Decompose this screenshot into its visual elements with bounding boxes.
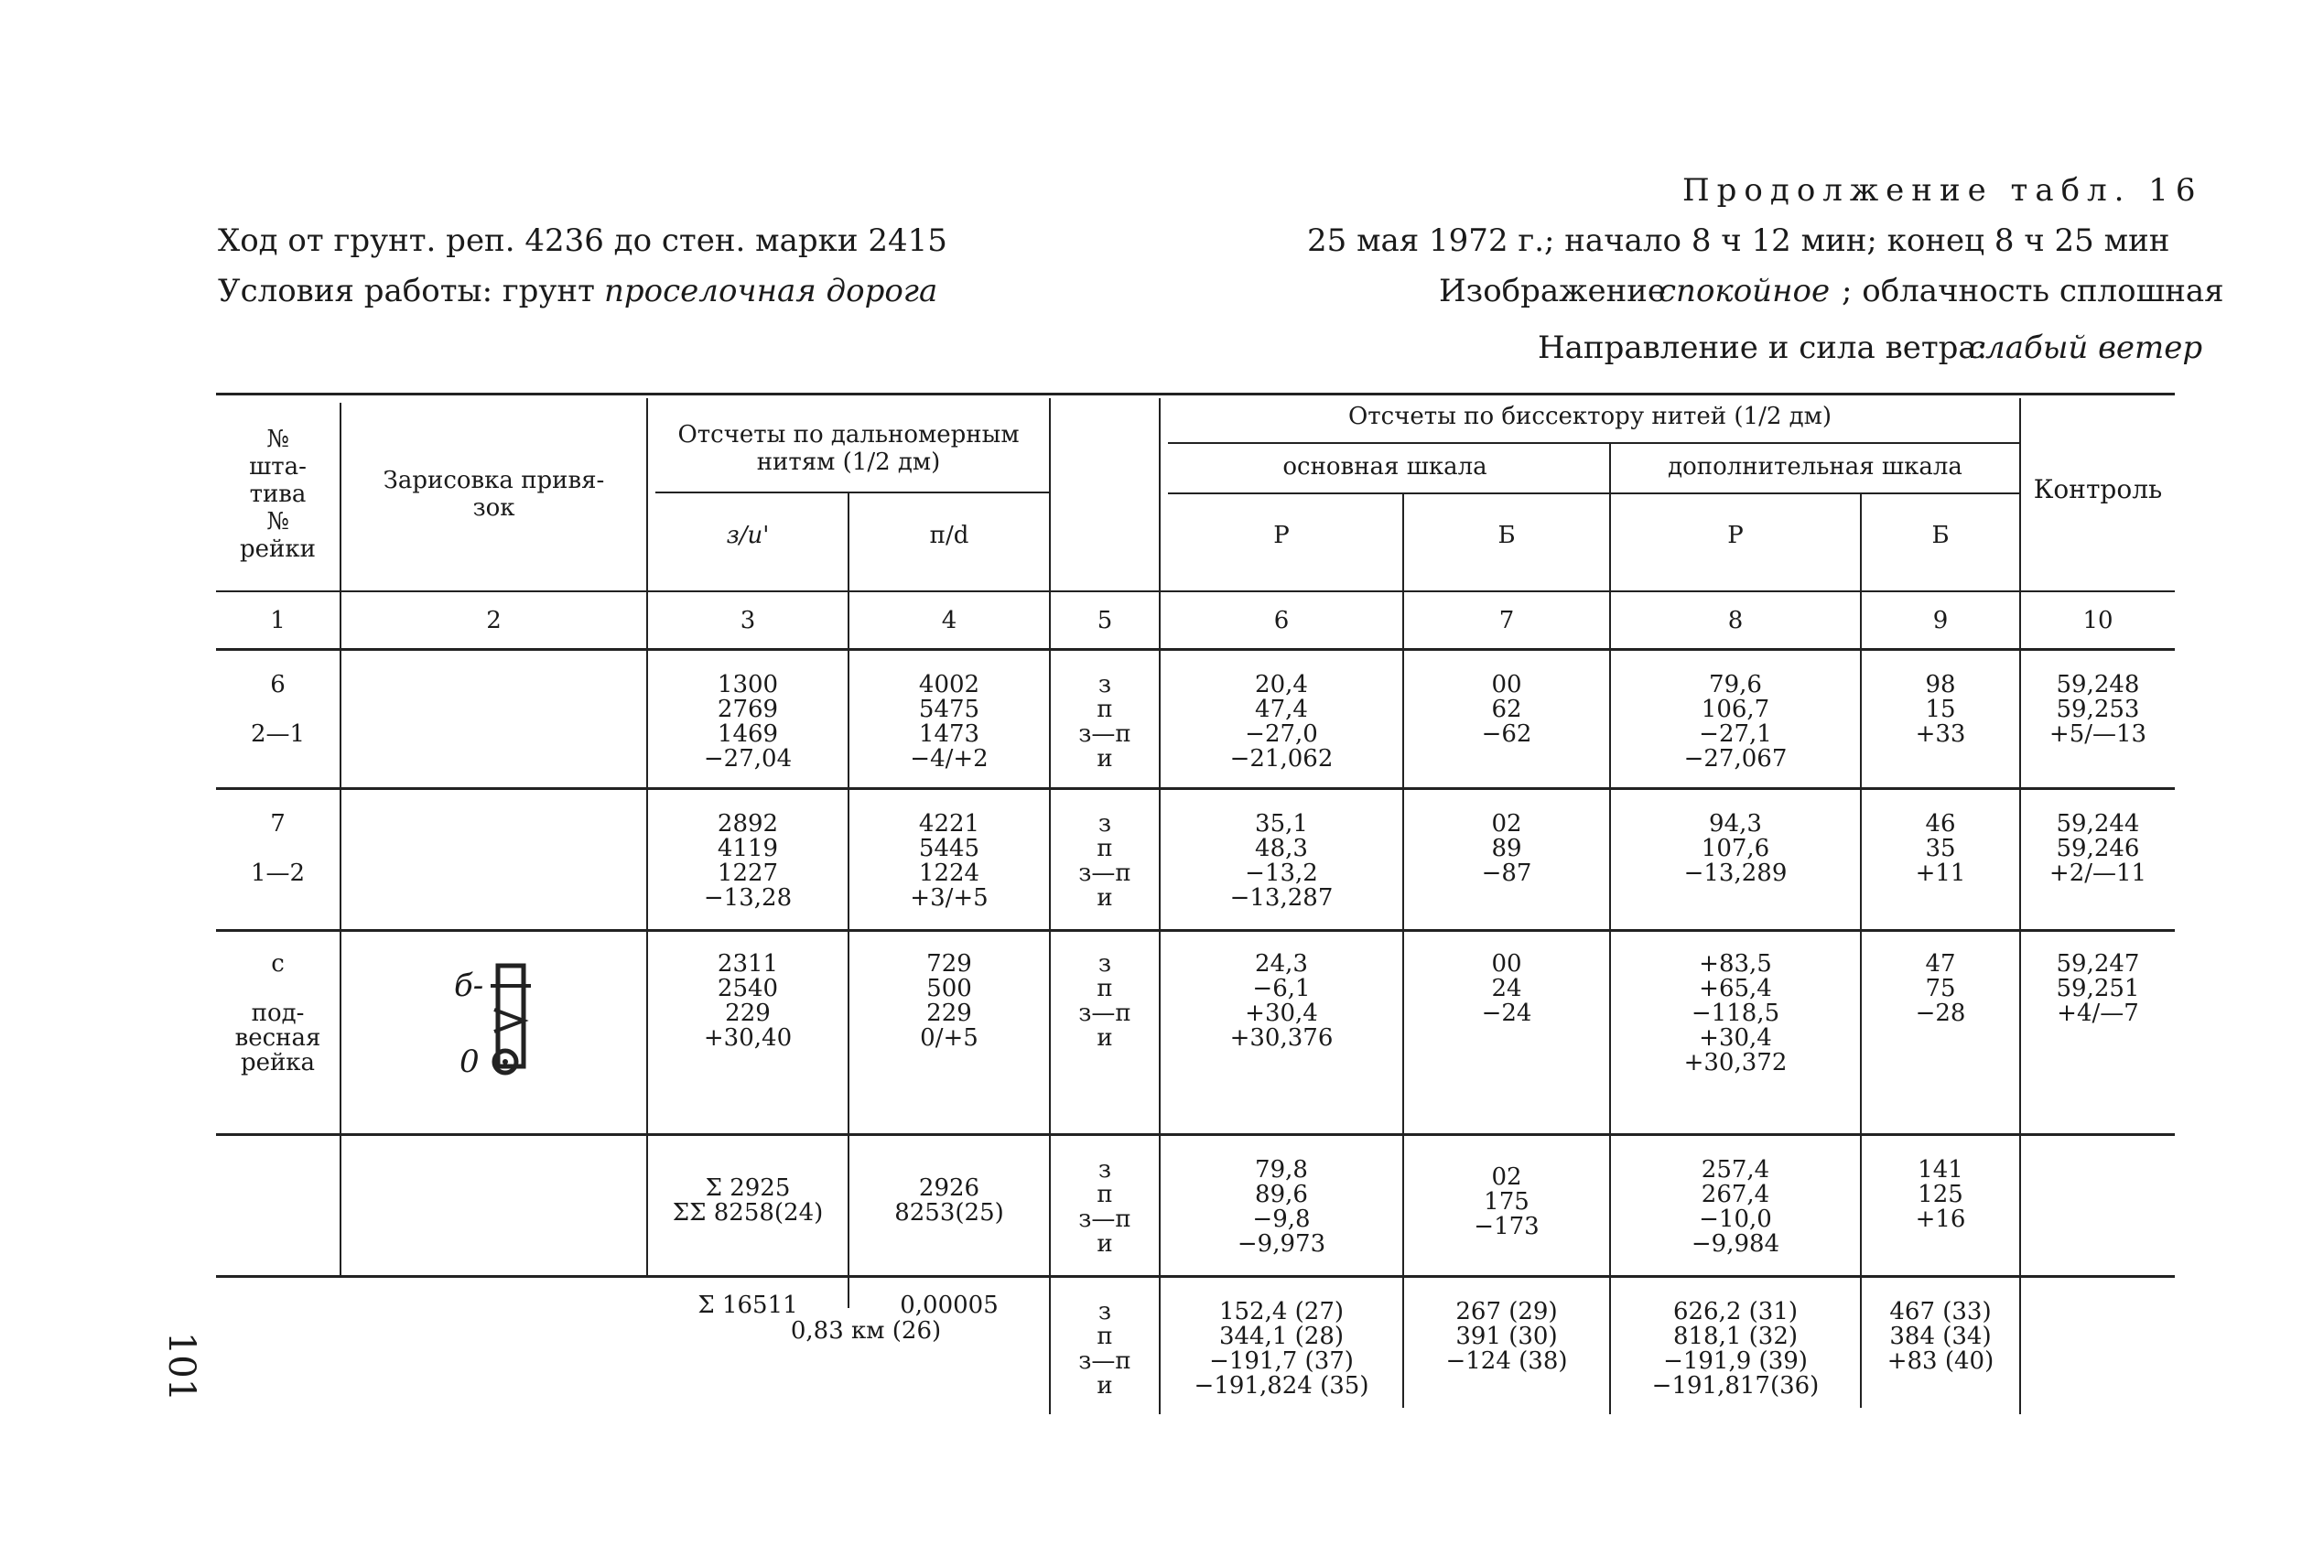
row3-c8: +83,5 +65,4 −118,5 +30,4 +30,372 [1683,950,1788,1076]
colnum-2: 2 [486,607,502,634]
row2-c4: 4221 5445 1224 +3/+5 [910,810,989,912]
col10-header: Контроль [2033,474,2163,504]
col6-header: Р [1273,522,1290,549]
row2-c9: 46 35 +11 [1915,810,1966,887]
row4-c3: Σ 2925 ΣΣ 8258(24) [672,1174,824,1227]
row4-c8: 257,4 267,4 −10,0 −9,984 [1691,1156,1780,1258]
col7-header: Б [1497,522,1516,549]
row2-station: 7 1—2 [250,810,306,887]
image-label: Изображение [1439,273,1667,309]
totals-c5: з п з—п и [1078,1298,1131,1400]
rule-row1 [216,787,2175,790]
rule-row3 [216,1133,2175,1136]
rule-range [655,492,1049,493]
sketch-label-top: б- [454,968,484,1004]
rule-bisector [1168,442,2019,444]
rule-top [216,393,2175,395]
row1-c7: 00 62 −62 [1481,671,1532,748]
col67-header: основная шкала [1282,453,1487,481]
col69-header: Отсчеты по биссектору нитей (1/2 дм) [1347,403,1832,430]
row3-c3: 2311 2540 229 +30,40 [703,950,793,1052]
wind-label: Направление и сила ветра: [1538,330,1988,366]
row4-c4: 2926 8253(25) [894,1174,1004,1227]
col4-header: п/d [929,522,969,549]
route-line: Ход от грунт. реп. 4236 до стен. марки 2415 [218,222,947,259]
colnum-9: 9 [1932,607,1949,634]
row2-c5: з п з—п и [1078,810,1131,912]
date-time-line: 25 мая 1972 г.; начало 8 ч 12 мин; конец 8 ч 25 мин [1307,222,2170,259]
totals-c7: 267 (29) 391 (30) −124 (38) [1445,1298,1568,1375]
row1-c4: 4002 5475 1473 −4/+2 [910,671,989,773]
vline-7 [1609,444,1611,1414]
row1-c3: 1300 2769 1469 −27,04 [703,671,793,773]
continuation-title: Продолжение табл. 16 [1682,172,2203,209]
col89-header: дополнительная шкала [1668,453,1962,481]
row1-station: 6 2—1 [250,671,306,748]
row4-c6: 79,8 89,6 −9,8 −9,973 [1237,1156,1326,1258]
row3-c10: 59,247 59,251 +4/—7 [2056,950,2140,1027]
totals-val: 0,00005 [900,1292,999,1319]
rule-scales [1168,492,2019,494]
row2-c10: 59,244 59,246 +2/—11 [2048,810,2147,887]
leveling-table [216,389,2175,1414]
colnum-6: 6 [1273,607,1290,634]
row4-c9: 141 125 +16 [1915,1156,1966,1233]
col1-header: № шта- тива № рейки [240,426,316,563]
row4-c5: з п з—п и [1078,1156,1131,1258]
totals-km: 0,83 км (26) [790,1317,942,1345]
row1-c5: з п з—п и [1078,671,1131,773]
col34-header: Отсчеты по дальномерным нитям (1/2 дм) [677,421,1020,476]
totals-c8: 626,2 (31) 818,1 (32) −191,9 (39) −191,817(36) [1651,1298,1820,1400]
col9-header: Б [1931,522,1950,549]
col2-header: Зарисовка привя- зок [383,467,605,522]
wind-value: слабый ветер [1968,330,2203,366]
row2-c8: 94,3 107,6 −13,289 [1683,810,1788,887]
conditions-value: проселочная дорога [604,273,938,309]
row3-station: с под- весная рейка [234,950,321,1076]
row1-c6: 20,4 47,4 −27,0 −21,062 [1229,671,1334,773]
colnum-4: 4 [941,607,957,634]
rule-row4 [216,1275,2175,1278]
colnum-10: 10 [2082,607,2113,634]
col3-header: з/u' [726,522,770,549]
attachment-sketch [454,957,555,1085]
vline-1 [340,403,341,1275]
row3-c6: 24,3 −6,1 +30,4 +30,376 [1229,950,1334,1052]
colnum-3: 3 [740,607,756,634]
colnum-5: 5 [1097,607,1113,634]
rule-numbers [216,648,2175,651]
row2-c3: 2892 4119 1227 −13,28 [703,810,793,912]
sketch-icon [481,957,546,1085]
totals-c6: 152,4 (27) 344,1 (28) −191,7 (37) −191,824 (35) [1194,1298,1369,1400]
totals-sum: Σ 16511 [697,1292,798,1319]
totals-c9: 467 (33) 384 (34) +83 (40) [1886,1298,1994,1375]
row3-c4: 729 500 229 0/+5 [920,950,978,1052]
image-value: спокойное [1659,273,1831,309]
row1-c9: 98 15 +33 [1915,671,1966,748]
cloud-text: ; облачность сплошная [1842,273,2224,309]
row1-c10: 59,248 59,253 +5/—13 [2048,671,2147,748]
row2-c6: 35,1 48,3 −13,2 −13,287 [1229,810,1334,912]
col8-header: Р [1727,522,1744,549]
colnum-1: 1 [270,607,286,634]
page-number: 101 [160,1331,203,1402]
rule-row2 [216,929,2175,932]
row3-c7: 00 24 −24 [1481,950,1532,1027]
conditions-label: Условия работы: грунт [218,273,595,309]
sketch-label-bottom: 0 [459,1044,480,1080]
colnum-7: 7 [1498,607,1515,634]
row3-c5: з п з—п и [1078,950,1131,1052]
row2-c7: 02 89 −87 [1481,810,1532,887]
vline-9 [2019,398,2021,1414]
row4-c7: 02 175 −173 [1474,1163,1540,1240]
row1-c8: 79,6 106,7 −27,1 −27,067 [1683,671,1788,773]
row3-c9: 47 75 −28 [1915,950,1966,1027]
colnum-8: 8 [1727,607,1744,634]
rule-head-bottom [216,590,2175,592]
